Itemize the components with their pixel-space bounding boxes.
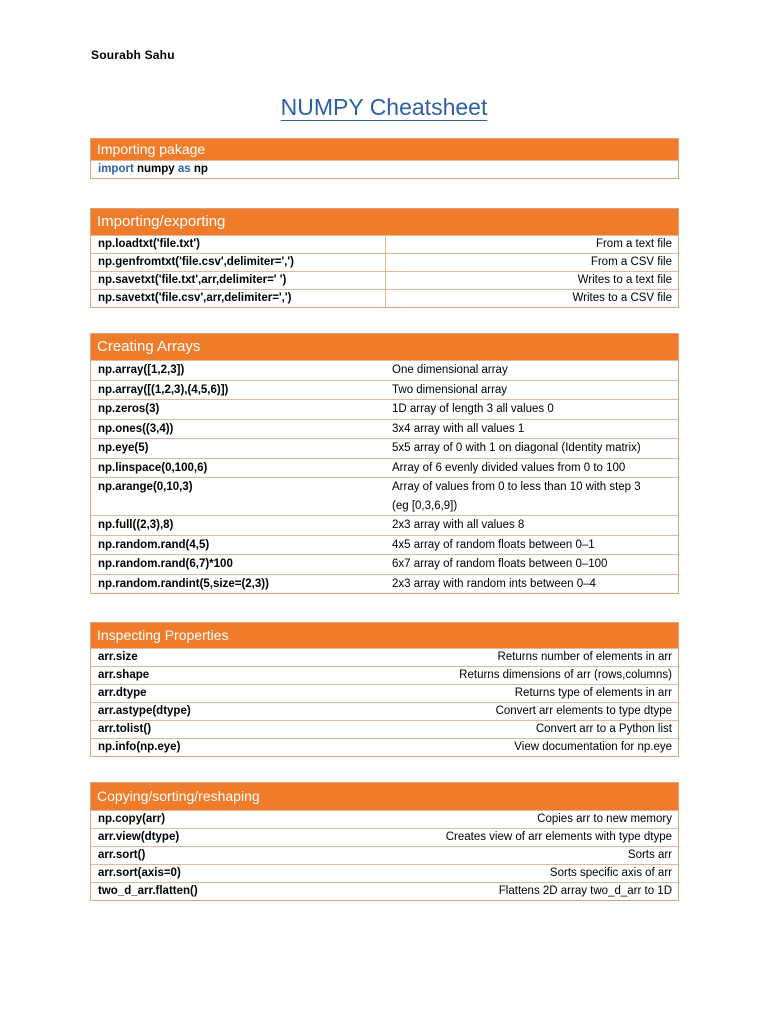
- keyword-as: as: [177, 163, 191, 175]
- section-header: Importing pakage: [91, 139, 678, 160]
- section-header: Importing/exporting: [91, 209, 678, 235]
- table-row: [91, 720, 678, 738]
- table-row: [91, 882, 678, 900]
- code-cell: np.copy(arr): [98, 813, 166, 825]
- page-title-wrap: [0, 94, 768, 121]
- code-cell: arr.sort(axis=0): [98, 867, 181, 879]
- description-cell: From a CSV file: [590, 256, 672, 268]
- section-header: Copying/sorting/reshaping: [91, 783, 678, 810]
- table-row: [91, 828, 678, 846]
- description-line: Array of values from 0 to less than 10 with step 3: [392, 481, 641, 493]
- description-cell: Convert arr to a Python list: [535, 723, 672, 735]
- description-cell: [386, 478, 678, 515]
- section-io: [90, 208, 679, 308]
- keyword-import: import: [98, 163, 134, 175]
- description-line: (eg [0,3,6,9]): [392, 499, 458, 512]
- description-cell: Copies arr to new memory: [537, 813, 672, 825]
- description-cell: Returns dimensions of arr (rows,columns): [459, 669, 672, 681]
- code-cell: np.zeros(3): [98, 403, 160, 415]
- section-inspecting: [90, 622, 679, 757]
- table-row: [91, 864, 678, 882]
- table-row: [91, 419, 678, 439]
- description-cell: One dimensional array: [392, 364, 508, 376]
- description-cell: Array of 6 evenly divided values from 0 to 100: [392, 461, 626, 474]
- description-cell: Sorts arr: [627, 849, 672, 861]
- page-title: NUMPY Cheatsheet: [280, 94, 488, 120]
- table-row: [91, 515, 678, 535]
- description-cell: Flattens 2D array two_d_arr to 1D: [498, 885, 672, 897]
- description-cell: View documentation for np.eye: [514, 741, 672, 753]
- description-cell: Two dimensional array: [392, 383, 508, 396]
- description-cell: Returns number of elements in arr: [497, 651, 672, 663]
- description-cell: 3x4 array with all values 1: [392, 422, 525, 435]
- section-header: Inspecting Properties: [91, 623, 678, 648]
- description-cell: 4x5 array of random floats between 0–1: [392, 538, 595, 551]
- table-row: [91, 810, 678, 828]
- code-cell: np.full((2,3),8): [98, 519, 174, 531]
- description-cell: Returns type of elements in arr: [514, 687, 672, 699]
- table-row: [91, 399, 678, 419]
- code-cell: np.genfromtxt('file.csv',delimiter=','): [91, 254, 386, 271]
- code-cell: np.random.randint(5,size=(2,3)): [98, 577, 269, 590]
- code-cell: np.linspace(0,100,6): [98, 461, 208, 474]
- description-cell: Writes to a text file: [577, 274, 672, 286]
- module-alias: np: [190, 163, 208, 175]
- table-row: [91, 438, 678, 458]
- creating-rows: [91, 360, 678, 593]
- table-row: [91, 235, 678, 253]
- code-cell: np.ones((3,4)): [98, 422, 174, 435]
- code-cell: np.array([1,2,3]): [98, 364, 185, 376]
- table-row: [91, 253, 678, 271]
- code-cell: arr.size: [98, 651, 138, 663]
- description-cell: Creates view of arr elements with type dtype: [445, 831, 672, 843]
- code-cell: arr.astype(dtype): [98, 705, 191, 717]
- section-importing: [90, 138, 679, 179]
- table-row: [91, 684, 678, 702]
- table-row: [91, 289, 678, 307]
- import-statement: [91, 160, 678, 178]
- inspecting-rows: [91, 648, 678, 756]
- section-copying: [90, 782, 679, 901]
- code-cell: arr.sort(): [98, 849, 146, 861]
- code-cell: arr.tolist(): [98, 723, 152, 735]
- code-cell: np.random.rand(6,7)*100: [98, 558, 233, 570]
- code-cell: np.savetxt('file.txt',arr,delimiter=' '): [91, 272, 386, 289]
- table-row: [91, 535, 678, 555]
- code-cell: arr.shape: [98, 669, 150, 681]
- section-header: Creating Arrays: [91, 334, 678, 360]
- code-cell: np.eye(5): [98, 442, 149, 454]
- code-cell: np.random.rand(4,5): [98, 538, 210, 551]
- description-cell: From a text file: [595, 238, 672, 250]
- description-cell: 6x7 array of random floats between 0–100: [392, 558, 608, 570]
- io-rows: [91, 235, 678, 307]
- code-cell: arr.view(dtype): [98, 831, 180, 843]
- table-row: [91, 271, 678, 289]
- code-cell: np.arange(0,10,3): [98, 481, 193, 493]
- section-creating: [90, 333, 679, 594]
- code-cell: np.loadtxt('file.txt'): [91, 236, 386, 253]
- table-row: [91, 574, 678, 594]
- table-row: [91, 666, 678, 684]
- code-cell: np.array([(1,2,3),(4,5,6)]): [98, 383, 229, 396]
- table-row: [91, 360, 678, 380]
- description-cell: 5x5 array of 0 with 1 on diagonal (Identity matrix): [392, 442, 641, 454]
- table-row: [91, 738, 678, 756]
- description-cell: 2x3 array with all values 8: [392, 519, 525, 531]
- copying-rows: [91, 810, 678, 900]
- code-cell: np.info(np.eye): [98, 741, 181, 753]
- description-cell: Writes to a CSV file: [572, 292, 672, 304]
- description-cell: Convert arr elements to type dtype: [495, 705, 672, 717]
- table-row: [91, 648, 678, 666]
- code-cell: arr.dtype: [98, 687, 147, 699]
- table-row: [91, 846, 678, 864]
- author-name: Sourabh Sahu: [91, 48, 175, 62]
- description-cell: 2x3 array with random ints between 0–4: [392, 577, 596, 590]
- description-cell: 1D array of length 3 all values 0: [392, 403, 554, 415]
- table-row: [91, 380, 678, 400]
- module-name: numpy: [133, 163, 178, 175]
- code-cell: np.savetxt('file.csv',arr,delimiter=','): [91, 290, 386, 307]
- table-row: [91, 477, 678, 515]
- table-row: [91, 702, 678, 720]
- description-cell: Sorts specific axis of arr: [549, 867, 672, 879]
- table-row: [91, 458, 678, 478]
- code-cell: two_d_arr.flatten(): [98, 885, 198, 897]
- table-row: [91, 554, 678, 574]
